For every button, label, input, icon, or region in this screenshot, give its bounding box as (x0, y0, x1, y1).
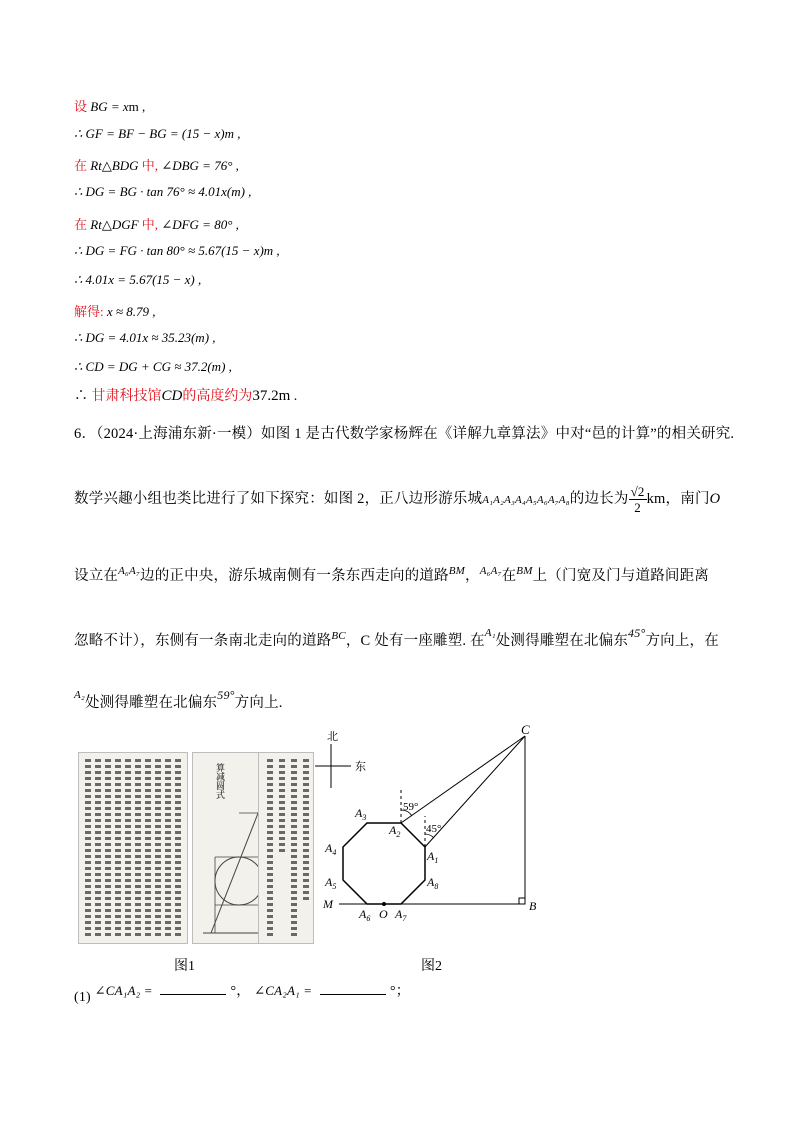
solution-keyword: 解得: (74, 304, 104, 319)
label-a7: $A_7$ (395, 907, 407, 923)
label-c: C (521, 722, 530, 737)
problem-line-3 (74, 564, 709, 585)
problem-text: ，南门 (665, 490, 710, 507)
compass-north-label: 北 (327, 730, 338, 743)
right-angle-b (519, 898, 525, 904)
label-a5: $A_5$ (325, 875, 337, 891)
label-a6: $A_6$ (359, 907, 371, 923)
problem-line-5 (74, 688, 283, 712)
problem-text: 在 (501, 568, 517, 584)
label-a2: $A_2$ (389, 823, 401, 839)
label-a4: $A_4$ (325, 841, 337, 857)
problem-math: O (709, 490, 721, 507)
solution-math: ∠DBG = 76° , (161, 158, 239, 173)
solution-text: m , (128, 99, 146, 114)
problem-text: 方向上，在 (645, 633, 719, 649)
side-length-fraction: $\frac{√2}{2}$ (630, 484, 645, 515)
gate-o-dot (382, 902, 386, 906)
problem-text: 边的正中央，游乐城南侧有一条东西走向的道路 (140, 568, 449, 584)
angle-45-label: 45° (426, 823, 442, 835)
solution-math: Rt△BDG (90, 158, 139, 173)
label-b: B (529, 899, 537, 913)
solution-keyword: 设 (74, 99, 88, 114)
solution-line-3 (74, 155, 239, 174)
problem-text: 数学兴趣小组也类比进行了如下探究：如图 2，正八边形游乐城 (74, 490, 483, 507)
solution-math: Rt△DGF (90, 217, 139, 232)
solution-line-8 (74, 301, 156, 320)
figure1-scan-page3 (258, 752, 314, 944)
solution-keyword: 中, (141, 217, 159, 232)
angle-ca2a1-label: ∠CA₂A₁ = (254, 983, 313, 998)
question-text: °； (389, 984, 410, 999)
problem-line-1: 6．（2024·上海浦东新·一模）如图 1 是古代数学家杨辉在《详解九章算法》中对“邑的计算”的相关研究. (74, 426, 735, 442)
label-o: O (379, 907, 388, 921)
solution-keyword: 甘肃科技馆 (91, 389, 162, 404)
label-a8: $A_8$ (427, 875, 439, 891)
problem-text: 设立在 (74, 568, 119, 584)
problem-math: A₆A₇ (118, 565, 140, 577)
solution-math: BG = x (90, 99, 129, 114)
problem-math: BC (331, 630, 346, 642)
question-text: °， (230, 984, 251, 999)
problem-text: 的边长为 (569, 490, 629, 507)
unit: km (646, 490, 666, 507)
solution-answer: 37.2m (252, 388, 291, 404)
solution-line-2: ∴ GF = BF − BG = (15 − x)m , (74, 126, 241, 141)
problem-math: 59° (217, 688, 235, 702)
solution-line-4: ∴ DG = BG · tan 76° ≈ 4.01x(m) , (74, 184, 252, 199)
problem-line-4 (74, 626, 719, 650)
problem-math: 45° (628, 626, 646, 640)
problem-math: A₁ (484, 627, 496, 639)
sight-a2-c (401, 736, 525, 823)
solution-keyword: 的高度约为 (182, 389, 253, 404)
problem-math: A₆A₇ (479, 565, 502, 577)
solution-line-5 (74, 214, 239, 233)
figure1-caption: 图1 (174, 959, 195, 974)
problem-math: BM (516, 565, 533, 577)
problem-text: 处测得雕塑在北偏东 (84, 695, 218, 711)
label-m: M (323, 897, 333, 911)
figure2-caption: 图2 (421, 959, 442, 974)
problem-math: A₂ (74, 689, 85, 701)
angle-59-label: 59° (403, 801, 419, 813)
figure1-panel-title: 算减圆式 (214, 763, 224, 799)
problem-text: 处测得雕塑在北偏东 (495, 633, 629, 649)
problem-text: 方向上. (234, 695, 283, 711)
problem-text: ，C 处有一座雕塑. 在 (345, 633, 485, 649)
solution-keyword: 在 (74, 217, 88, 232)
figure1-scan-left (78, 752, 188, 944)
solution-line-1 (74, 96, 145, 115)
problem-text: ， (465, 568, 480, 584)
problem-text: 忽略不计），东侧有一条南北走向的道路 (74, 633, 332, 649)
label-a1: $A_1$ (427, 849, 439, 865)
solution-math: x ≈ 8.79 , (106, 304, 156, 319)
solution-keyword: 在 (74, 158, 88, 173)
octagon-city (343, 823, 425, 904)
compass-east-label: 东 (355, 760, 366, 773)
figure2-diagram (315, 722, 565, 928)
solution-text: . (290, 389, 298, 404)
problem-math: A₁A₂A₃A₄A₅A₆A₇A₈ (482, 493, 570, 506)
label-a3: $A_3$ (355, 806, 367, 822)
solution-keyword: 中, (141, 158, 159, 173)
solution-line-11 (74, 385, 297, 405)
solution-line-6: ∴ DG = FG · tan 80° ≈ 5.67(15 − x)m , (74, 243, 280, 258)
problem-text: 上（门宽及门与道路间距离 (532, 568, 709, 584)
question-number: (1) (74, 990, 91, 1005)
question-1 (74, 980, 410, 1006)
problem-math: BM (448, 565, 465, 577)
solution-math: ∠DFG = 80° , (161, 217, 239, 232)
solution-math: CD (161, 388, 183, 404)
solution-line-7: ∴ 4.01x = 5.67(15 − x) , (74, 272, 202, 287)
answer-blank-2[interactable] (320, 980, 386, 995)
angle-ca1a2-label: ∠CA₁A₂ = (94, 983, 153, 998)
solution-line-10: ∴ CD = DG + CG ≈ 37.2(m) , (74, 359, 232, 374)
answer-blank-1[interactable] (160, 980, 226, 995)
solution-line-9: ∴ DG = 4.01x ≈ 35.23(m) , (74, 330, 216, 345)
therefore-symbol: ∴ (74, 389, 92, 404)
problem-line-2 (74, 484, 720, 515)
